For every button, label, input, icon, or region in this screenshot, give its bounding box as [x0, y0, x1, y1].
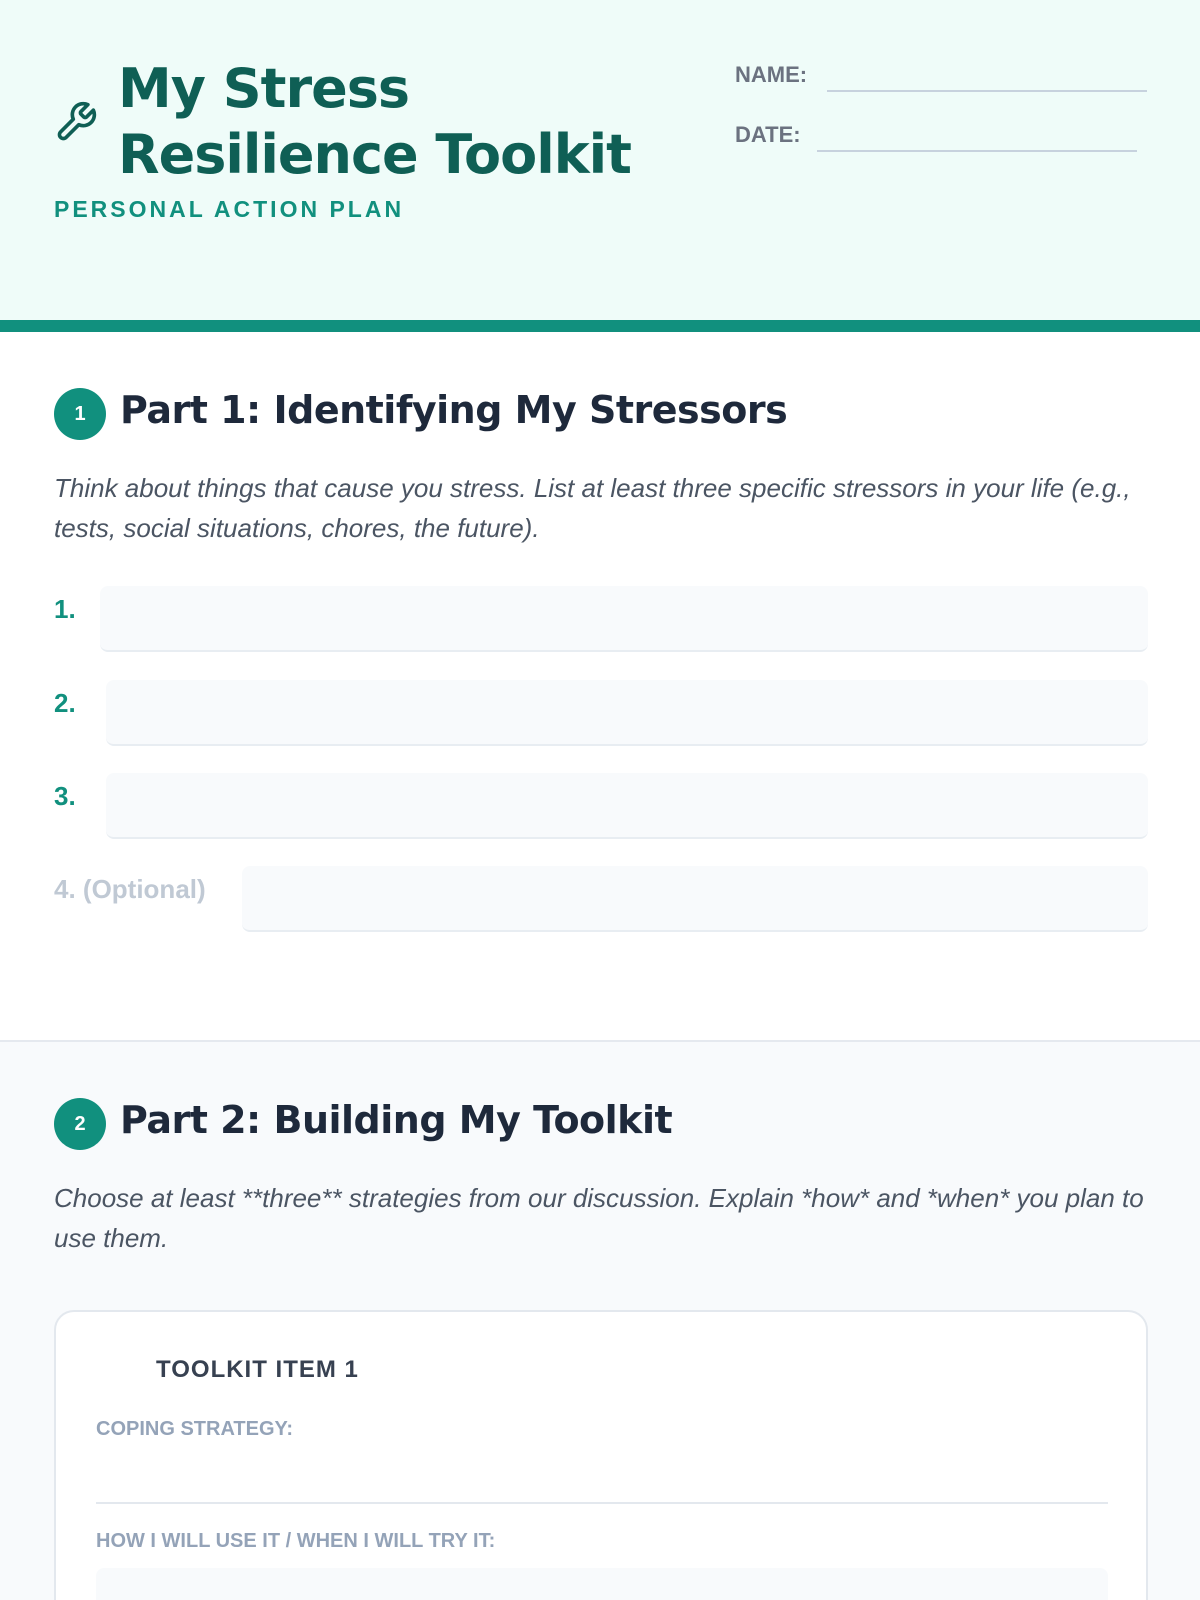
page-subtitle: PERSONAL ACTION PLAN [54, 196, 405, 222]
toolkit-item-card [54, 1310, 1148, 1600]
stressor-input-2[interactable] [106, 680, 1148, 746]
date-field[interactable] [817, 150, 1137, 152]
stressor-label-4: 4. (Optional) [54, 874, 206, 904]
toolkit-item-title: TOOLKIT ITEM 1 [156, 1356, 359, 1383]
stressor-input-3[interactable] [106, 773, 1148, 839]
part2-badge: 2 [54, 1098, 106, 1150]
part1-section [0, 332, 1200, 1040]
date-label: DATE: [735, 122, 801, 147]
part1-title: Part 1: Identifying My Stressors [120, 388, 788, 432]
page-title [118, 56, 718, 188]
title-line-2: Resilience Toolkit [118, 123, 631, 186]
wrench-icon [54, 100, 98, 144]
part2-title: Part 2: Building My Toolkit [120, 1098, 673, 1142]
coping-strategy-input[interactable] [96, 1502, 1108, 1504]
usage-input[interactable] [96, 1568, 1108, 1600]
usage-label: HOW I WILL USE IT / WHEN I WILL TRY IT: [96, 1530, 496, 1552]
stressor-input-1[interactable] [100, 586, 1148, 652]
stressor-label-2: 2. [54, 688, 76, 718]
stressor-label-1: 1. [54, 594, 76, 624]
name-label: NAME: [735, 62, 808, 87]
stressor-input-4[interactable] [242, 866, 1148, 932]
header-divider [0, 320, 1200, 332]
stressor-label-3: 3. [54, 781, 76, 811]
coping-strategy-label: COPING STRATEGY: [96, 1418, 294, 1440]
part1-badge: 1 [54, 388, 106, 440]
part1-instructions: Think about things that cause you stress. List at least three specific stressors in your life (e.g., tests, social situations, chores, the future). [54, 473, 1131, 543]
name-field[interactable] [827, 90, 1147, 92]
worksheet-header [0, 0, 1200, 320]
title-line-1: My Stress [118, 57, 409, 120]
part2-instructions: Choose at least **three** strategies from our discussion. Explain *how* and *when* you plan to use them. [54, 1183, 1144, 1253]
